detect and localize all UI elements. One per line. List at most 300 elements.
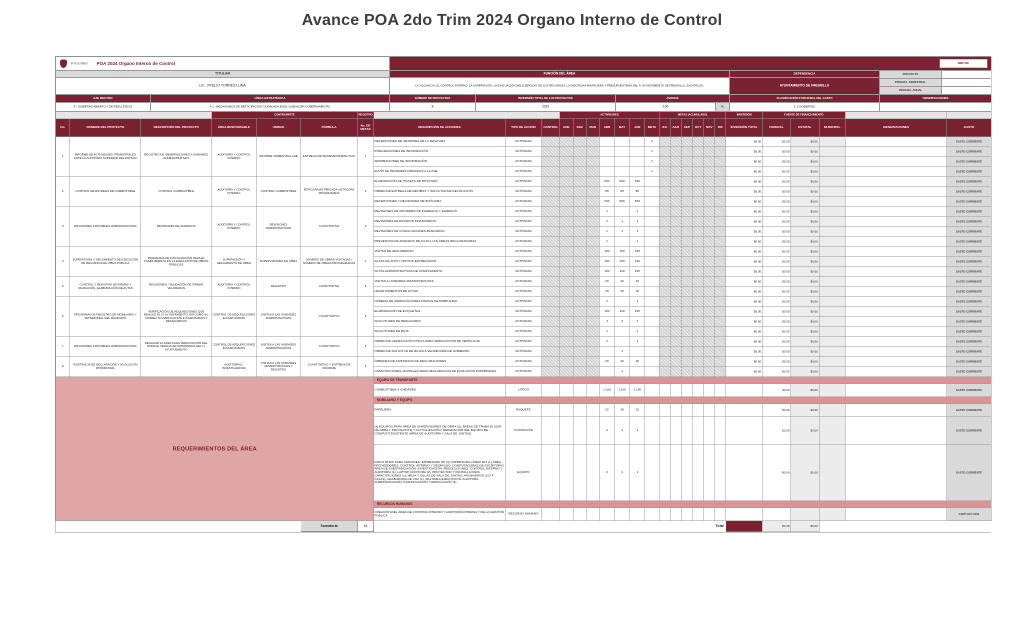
month-cell <box>715 508 726 521</box>
control-cell <box>542 367 560 377</box>
requirement-unit: PAQUETE <box>505 404 541 417</box>
month-cell <box>586 384 599 397</box>
month-value-cell <box>630 508 645 521</box>
meta-value-cell <box>645 384 659 397</box>
monto-municipal-cell <box>819 384 845 397</box>
project-unit: INFORME TRIMESTRAL ASE <box>256 137 301 177</box>
month-cell-hatched <box>692 277 703 287</box>
month-cell-hatched <box>586 257 599 267</box>
document-title: POA 2024 Organo Interno de Control <box>96 60 176 66</box>
project-name: SUPERVISIÓN Y SEGUIMIENTO DE EJECUCIÓN DE RECURSOS EN OBRA PÚBLICA <box>70 247 141 277</box>
control-cell <box>542 384 560 397</box>
month-cell-hatched <box>704 227 715 237</box>
activity-row <box>56 357 992 367</box>
month-value-cell: 1 <box>630 445 645 501</box>
observaciones-cell <box>845 167 946 177</box>
action-type: ACTIVIDAD <box>505 247 541 257</box>
month-cell-hatched <box>573 287 586 297</box>
month-cell-hatched <box>586 357 599 367</box>
inversion-total-cell <box>726 508 762 521</box>
monto-estatal-cell <box>791 508 819 521</box>
month-value-cell: 150 <box>630 307 645 317</box>
control-cell <box>542 347 560 357</box>
month-cell-hatched <box>704 207 715 217</box>
monto-federal-cell: $0.00 <box>762 137 790 147</box>
month-cell-hatched <box>692 157 703 167</box>
observaciones-cell <box>845 417 946 445</box>
month-cell-hatched <box>560 137 573 147</box>
month-cell-hatched <box>681 267 692 277</box>
monto-federal-cell: $0.00 <box>762 297 790 307</box>
action-type: ACTIVIDAD <box>505 367 541 377</box>
month-value-cell: 1 <box>599 337 614 347</box>
observaciones-cell <box>845 207 946 217</box>
sumatoria-value: 44 <box>357 521 373 532</box>
inversion-total-cell: $0.00 <box>726 197 762 207</box>
inversion-total-cell: $0.00 <box>726 327 762 337</box>
control-cell <box>542 237 560 247</box>
prog-anual-label: PROGRA. ANUAL <box>880 87 942 95</box>
gasto-label: GASTO CORRIENTE <box>947 177 992 187</box>
month-cell-hatched <box>560 207 573 217</box>
month-cell <box>681 404 692 417</box>
monto-federal-cell: $0.00 <box>762 277 790 287</box>
inversion-total-cell <box>726 417 762 445</box>
month-cell-hatched <box>659 167 670 177</box>
month-cell-hatched <box>586 297 599 307</box>
monto-municipal-cell <box>819 227 845 237</box>
project-area: AUDITORÍA Y CONTROL INTERNO <box>212 137 257 177</box>
control-cell <box>542 337 560 347</box>
month-cell-hatched <box>573 267 586 277</box>
month-cell-hatched <box>670 137 681 147</box>
monto-municipal-cell <box>819 257 845 267</box>
month-cell-hatched <box>681 287 692 297</box>
month-cell-hatched <box>715 147 726 157</box>
month-value-cell: 1 <box>630 207 645 217</box>
month-cell-hatched <box>715 167 726 177</box>
col-header-ene: ENE <box>560 119 573 137</box>
project-unit: SUPERVISIONES DE OBRA <box>256 247 301 277</box>
table-head <box>56 112 992 137</box>
action-type: ACTIVIDAD <box>505 317 541 327</box>
month-cell-hatched <box>715 137 726 147</box>
action-description: RECEPCIONES DE INFORMES DE LA JEFATURA <box>374 137 506 147</box>
month-cell-hatched <box>586 277 599 287</box>
month-cell-hatched <box>704 177 715 187</box>
observaciones-cell <box>845 508 946 521</box>
activity-row <box>56 247 992 257</box>
meta-value-cell <box>645 307 659 317</box>
meta-value-cell <box>645 417 659 445</box>
meta-value-cell <box>645 227 659 237</box>
meta-value-cell <box>645 297 659 307</box>
month-cell-hatched <box>692 317 703 327</box>
band-metas: METAS (ACUMULADO) <box>659 112 726 119</box>
month-cell-hatched <box>715 227 726 237</box>
project-formula: BITÁCORA ENTREGADA / BITÁCORA PROGRAMADA <box>301 177 358 207</box>
month-value-cell: 500 <box>615 197 630 207</box>
monto-estatal-cell: $0.00 <box>791 267 819 277</box>
control-cell <box>542 217 560 227</box>
observaciones-cell <box>845 307 946 317</box>
col-header-tipo: TIPO DE ACCIÓN <box>505 119 541 137</box>
titular-value: LIC. VITELIO TORRES LUNA <box>56 78 390 95</box>
month-cell-hatched <box>659 147 670 157</box>
month-cell-hatched <box>681 137 692 147</box>
month-cell-hatched <box>715 177 726 187</box>
col-header-oct: OCT <box>692 119 703 137</box>
month-cell-hatched <box>692 177 703 187</box>
month-value-cell: 500 <box>615 177 630 187</box>
action-type: ACTIVIDAD <box>505 337 541 347</box>
action-type: ACTIVIDAD <box>505 237 541 247</box>
action-type: ACTIVIDAD <box>505 277 541 287</box>
col-header-mar: MAR <box>586 119 599 137</box>
meta-value-cell: 1 <box>645 157 659 167</box>
project-unit: REVISIONES ADMINISTRATIVAS <box>256 207 301 247</box>
observaciones-cell <box>845 237 946 247</box>
month-cell-hatched <box>560 367 573 377</box>
meta-value-cell <box>645 287 659 297</box>
month-cell-hatched <box>681 217 692 227</box>
month-value-cell: 150 <box>630 257 645 267</box>
month-value-cell: 150 <box>630 267 645 277</box>
gasto-label: GASTO CORRIENTE <box>947 337 992 347</box>
footer-spacer <box>56 521 301 532</box>
month-value-cell <box>599 508 614 521</box>
month-cell-hatched <box>715 217 726 227</box>
band-registro: REGISTRO <box>357 112 373 119</box>
monto-estatal-cell: $0.00 <box>791 307 819 317</box>
meta-value-cell <box>645 257 659 267</box>
month-cell-hatched <box>681 247 692 257</box>
footer-spacer <box>560 521 693 532</box>
control-cell <box>542 277 560 287</box>
meta-value-cell <box>645 247 659 257</box>
gasto-label: GASTO CORRIENTE <box>947 207 992 217</box>
inversion-total-cell: $0.00 <box>726 247 762 257</box>
month-cell-hatched <box>704 347 715 357</box>
month-value-cell: 20 <box>615 277 630 287</box>
month-value-cell <box>599 157 614 167</box>
month-cell-hatched <box>704 367 715 377</box>
project-area: AUDITORÍA Y CONTROL INTERNO <box>212 207 257 247</box>
month-cell <box>715 384 726 397</box>
month-cell-hatched <box>715 247 726 257</box>
observaciones-cell <box>845 187 946 197</box>
monto-federal-cell: $0.00 <box>762 247 790 257</box>
monto-estatal-cell: $0.00 <box>791 207 819 217</box>
month-value-cell: 85 <box>599 187 614 197</box>
month-cell <box>715 417 726 445</box>
band-header-row <box>56 112 992 119</box>
monto-federal-cell: $0.00 <box>762 197 790 207</box>
month-cell-hatched <box>659 227 670 237</box>
prog-anual-value <box>942 87 992 95</box>
monto-federal-cell: $0.00 <box>762 177 790 187</box>
monto-estatal-cell: $0.00 <box>791 137 819 147</box>
observaciones-cell <box>845 357 946 367</box>
month-cell <box>715 404 726 417</box>
month-cell-hatched <box>715 267 726 277</box>
month-cell-hatched <box>704 277 715 287</box>
monto-municipal-cell <box>819 197 845 207</box>
activity-row <box>56 297 992 307</box>
month-value-cell <box>615 147 630 157</box>
control-cell <box>542 317 560 327</box>
month-cell-hatched <box>573 297 586 307</box>
monto-municipal-cell <box>819 187 845 197</box>
monto-municipal-cell <box>819 404 845 417</box>
monto-federal-cell: $0.00 <box>762 417 790 445</box>
month-cell-hatched <box>704 157 715 167</box>
gasto-label: GASTO CORRIENTE <box>947 297 992 307</box>
gasto-label: GASTO CORRIENTE <box>947 197 992 207</box>
month-cell <box>560 404 573 417</box>
total-marker-cell <box>726 521 762 532</box>
project-goal-count: 4 <box>357 337 373 357</box>
month-cell-hatched <box>704 197 715 207</box>
month-cell-hatched <box>573 237 586 247</box>
col-header-jul: JUL <box>659 119 670 137</box>
gasto-label: CAPÍTULO 1000 <box>947 508 992 521</box>
monto-municipal-cell <box>819 147 845 157</box>
requirement-description: CREACIÓN DEL ÁREA DE CONTROL INTERNO Y AUDITORÍA INTERNA Y DE LA GESTIÓN PÚBLICA <box>374 508 506 521</box>
month-value-cell <box>615 137 630 147</box>
observaciones-cell <box>845 217 946 227</box>
month-cell-hatched <box>692 217 703 227</box>
month-cell-hatched <box>670 197 681 207</box>
project-name: PROGRAMA DE REGISTRO DE MOBILIARIO Y PATRIMONIAL DEL MUNICIPIO <box>70 297 141 337</box>
monto-estatal-cell: $0.00 <box>791 217 819 227</box>
meta-value-cell <box>645 404 659 417</box>
gasto-label: GASTO CORRIENTE <box>947 227 992 237</box>
unidad-code: MRP-RE <box>940 59 988 68</box>
month-value-cell: 22 <box>630 404 645 417</box>
project-name: REVISIONES CONTABLES ADMINISTRATIVAS <box>70 337 141 357</box>
monto-estatal-cell: $0.00 <box>791 367 819 377</box>
gasto-label: GASTO CORRIENTE <box>947 347 992 357</box>
action-type: ACTIVIDAD <box>505 227 541 237</box>
monto-estatal-cell: $0.00 <box>791 384 819 397</box>
month-value-cell: 1 <box>615 417 630 445</box>
control-cell <box>542 417 560 445</box>
month-cell-hatched <box>681 347 692 357</box>
band-spacer-obs <box>845 112 946 119</box>
month-cell <box>659 384 670 397</box>
monto-municipal-cell <box>819 367 845 377</box>
month-cell <box>681 445 692 501</box>
total-label: Total <box>692 521 725 532</box>
month-cell-hatched <box>573 347 586 357</box>
project-description <box>141 357 212 377</box>
month-cell <box>704 404 715 417</box>
monto-municipal-cell <box>819 445 845 501</box>
monto-estatal-cell: $0.00 <box>791 327 819 337</box>
month-cell-hatched <box>670 207 681 217</box>
month-cell-hatched <box>586 317 599 327</box>
month-cell-hatched <box>681 237 692 247</box>
project-formula: ENTREGA DE INFORME RESPECTIVO <box>301 137 358 177</box>
month-cell-hatched <box>704 137 715 147</box>
action-type: ACTIVIDAD <box>505 347 541 357</box>
month-cell <box>670 445 681 501</box>
month-cell-hatched <box>681 327 692 337</box>
month-value-cell: 1 <box>615 367 630 377</box>
control-cell <box>542 247 560 257</box>
observaciones-cell <box>845 337 946 347</box>
inversion-value: 2023 <box>476 103 616 112</box>
funcion-value: LA VIGILANCIA, EL CONTROL INTERNO, LA SUPERVISIÓN, LA EVALUACIÓN DEL EJERCICIO DE LOS RECURSOS, LA DISCIPLINA FINANCIERA Y PRESUPUESTARIA DEL H. AYUNTAMIENTO DE FRESNILLO, ZACATECAS. <box>390 78 730 95</box>
month-cell-hatched <box>670 227 681 237</box>
meta-value-cell <box>645 237 659 247</box>
meta-value-cell <box>645 317 659 327</box>
month-value-cell: 500 <box>599 197 614 207</box>
month-cell-hatched <box>670 277 681 287</box>
month-cell-hatched <box>573 137 586 147</box>
month-cell-hatched <box>681 147 692 157</box>
month-cell-hatched <box>715 287 726 297</box>
month-cell <box>659 404 670 417</box>
month-cell-hatched <box>586 247 599 257</box>
col-header-ago: AGO <box>670 119 681 137</box>
sheet-header <box>56 57 991 112</box>
month-cell-hatched <box>681 367 692 377</box>
action-description: CAPACITACIONES GRUPALES PARA DECLARACIÓN DE EVOLUCIÓN PATRIMONIAL <box>374 367 506 377</box>
month-cell-hatched <box>692 327 703 337</box>
requirement-unit: LITROS <box>505 384 541 397</box>
month-cell-hatched <box>681 337 692 347</box>
month-cell-hatched <box>670 307 681 317</box>
requirement-unit: EQUIPO <box>505 445 541 501</box>
observaciones-cell <box>845 287 946 297</box>
monto-federal-cell: $0.00 <box>762 327 790 337</box>
monto-federal-cell: $0.00 <box>762 237 790 247</box>
observaciones-cell <box>845 267 946 277</box>
month-cell <box>586 417 599 445</box>
monto-estatal-cell: $0.00 <box>791 445 819 501</box>
col-header-inversion-total: INVERSIÓN TOTAL <box>726 119 762 137</box>
month-cell-hatched <box>560 157 573 167</box>
month-value-cell <box>615 157 630 167</box>
gasto-label: GASTO CORRIENTE <box>947 157 992 167</box>
month-cell-hatched <box>586 137 599 147</box>
month-value-cell: 1 <box>615 445 630 501</box>
month-cell-hatched <box>704 167 715 177</box>
footer-spacer <box>374 521 560 532</box>
month-cell-hatched <box>586 167 599 177</box>
month-cell-hatched <box>659 337 670 347</box>
project-unit: VISITAS A LAS UNIDADES ADMINISTRATIVAS <box>256 297 301 337</box>
control-cell <box>542 357 560 367</box>
month-cell-hatched <box>692 367 703 377</box>
month-cell <box>704 445 715 501</box>
project-description: PROGRAMA DE FISCALIZACIÓN PARA EL CUMPLIMIENTO EN LA EJECUCIÓN DE OBRAS PÚBLICAS <box>141 247 212 277</box>
month-cell <box>586 445 599 501</box>
meta-value-cell <box>645 217 659 227</box>
project-goal-count: 5 <box>357 297 373 337</box>
month-cell-hatched <box>681 357 692 367</box>
meta-value-cell <box>645 357 659 367</box>
month-value-cell: 150 <box>615 257 630 267</box>
inversion-total-cell: $0.00 <box>726 307 762 317</box>
requirement-description: DISCO DURO PARA UNIDADES: IMPRESORA HP (4), IMPRESORA LÁSER JET (1) ÁREA PROVEEDORES, CONTROL INTERNO Y DESPACHO; COMPUTADORAS DE ESCRITORIO ÁREA DE SUBSTANCIACIÓN, INVESTIGACIÓN, RESOLUCIONES, CONTROL INTERNO Y AUDITORÍA (1); LAPTOP AUDITORA (2); PROYECTOR Y PANTALLA PARA CAPACITACIONES (1); MESA Y SILLAS DE SALA DE JUNTAS; ARCHIVEROS (3 Ó 4 CAJAS); GRABADORA DE VOZ (1); SILLONES EJECUTIVOS: AUDITORA, SUBSTANCIACIÓN, INVESTIGACIÓN Y RESOLUCIÓN (4) <box>374 445 506 501</box>
control-cell <box>542 147 560 157</box>
month-value-cell: 150 <box>599 247 614 257</box>
action-type: ACTIVIDAD <box>505 297 541 307</box>
month-cell <box>573 384 586 397</box>
month-cell-hatched <box>715 277 726 287</box>
action-description: SOLICITUDES DE RESGUARDO <box>374 317 506 327</box>
monto-municipal-cell <box>819 327 845 337</box>
col-header-gasto: GASTO <box>947 119 992 137</box>
month-cell-hatched <box>704 357 715 367</box>
project-formula: NÚMERO DE OBRAS VISITADAS / NÚMERO DE OBRAS PROGRAMADAS <box>301 247 358 277</box>
month-cell <box>560 384 573 397</box>
month-cell-hatched <box>560 217 573 227</box>
requirement-description: COMBUSTIBLE 4 UNIDADES <box>374 384 506 397</box>
monto-estatal-cell: $0.00 <box>791 347 819 357</box>
month-cell-hatched <box>681 297 692 307</box>
month-cell-hatched <box>681 187 692 197</box>
month-cell-hatched <box>715 207 726 217</box>
observaciones-cell <box>845 384 946 397</box>
month-cell-hatched <box>560 187 573 197</box>
month-value-cell: 150 <box>599 307 614 317</box>
month-cell-hatched <box>670 247 681 257</box>
month-value-cell <box>615 207 630 217</box>
month-value-cell: 1 <box>599 237 614 247</box>
gasto-label: GASTO CORRIENTE <box>947 187 992 197</box>
monto-municipal-cell <box>819 157 845 167</box>
project-no: 6 <box>56 297 70 337</box>
inversion-total-cell: $0.00 <box>726 257 762 267</box>
month-cell-hatched <box>573 317 586 327</box>
month-cell-hatched <box>670 357 681 367</box>
month-cell-hatched <box>715 367 726 377</box>
monto-municipal-cell <box>819 307 845 317</box>
gasto-label: GASTO CORRIENTE <box>947 147 992 157</box>
monto-municipal-cell <box>819 347 845 357</box>
monto-estatal-cell: $0.00 <box>791 187 819 197</box>
inversion-total-cell <box>726 404 762 417</box>
month-cell-hatched <box>670 157 681 167</box>
month-cell-hatched <box>681 277 692 287</box>
month-cell-hatched <box>692 207 703 217</box>
col-header-control: CONTROL <box>542 119 560 137</box>
month-value-cell: 150 <box>615 307 630 317</box>
dependencia-value: AYUNTAMIENTO DE FRESNILLO <box>730 78 880 95</box>
monto-municipal-cell <box>819 287 845 297</box>
month-cell-hatched <box>586 347 599 357</box>
monto-federal-cell: $0.00 <box>762 384 790 397</box>
month-cell-hatched <box>715 327 726 337</box>
observaciones-cell <box>845 277 946 287</box>
inversion-total-cell: $0.00 <box>726 147 762 157</box>
month-cell <box>692 508 703 521</box>
month-cell-hatched <box>659 217 670 227</box>
month-value-cell: 150 <box>599 257 614 267</box>
project-area: AUDITORÍAS / INVESTIGADORA <box>212 357 257 377</box>
month-cell-hatched <box>670 327 681 337</box>
activity-row <box>56 177 992 187</box>
inversion-total-cell: $0.00 <box>726 237 762 247</box>
action-type: ACTIVIDAD <box>505 327 541 337</box>
monto-federal-cell: $0.00 <box>762 157 790 167</box>
col-header-num-metas: No. DE METAS <box>357 119 373 137</box>
project-no: 1 <box>56 137 70 177</box>
